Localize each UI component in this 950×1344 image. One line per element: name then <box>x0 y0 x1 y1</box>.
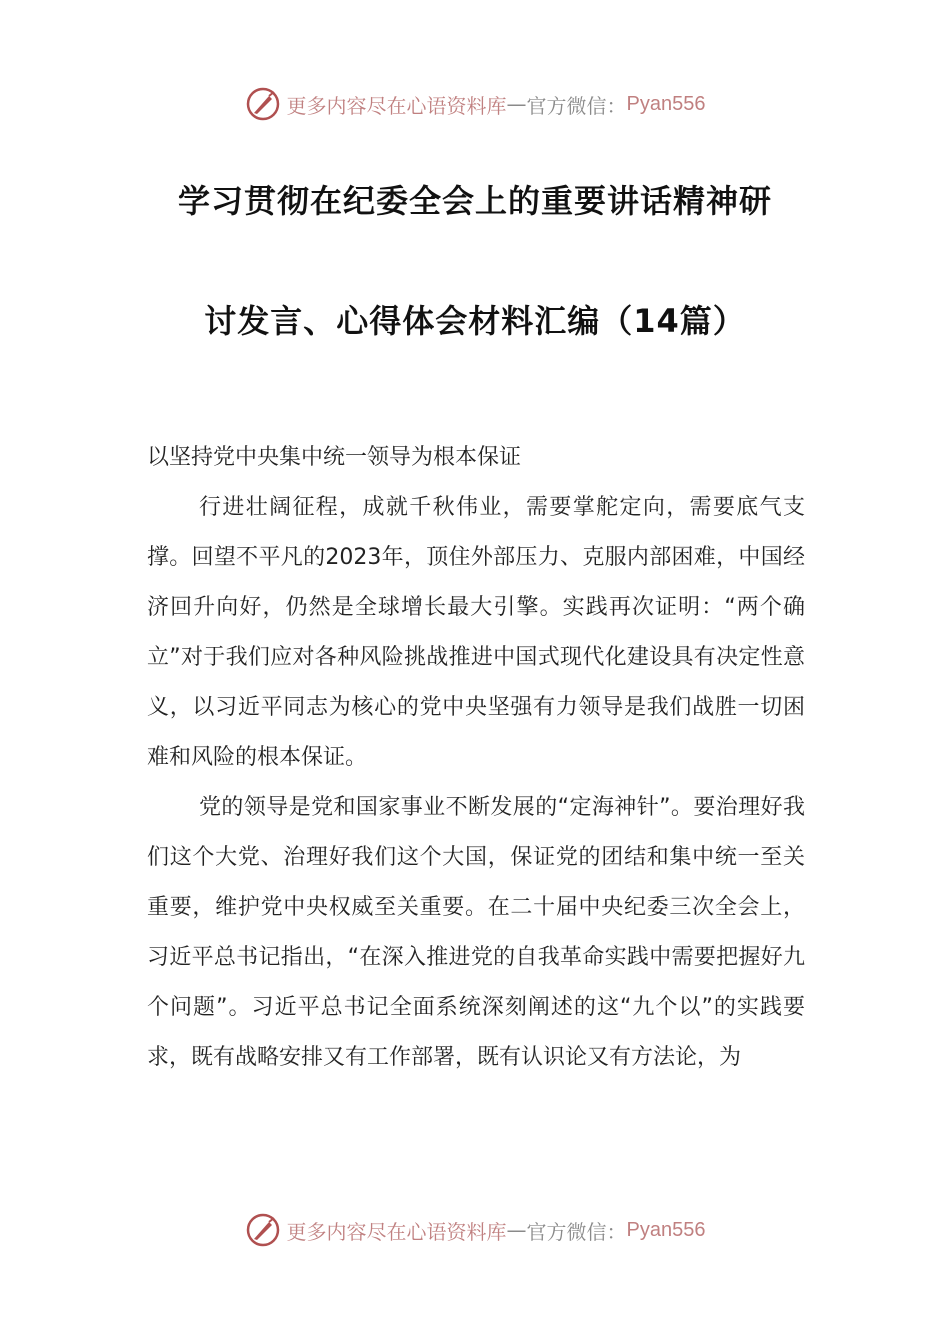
watermark-label: 官方微信： <box>526 93 627 118</box>
watermark-main-text: 更多内容尽在心语资料库 <box>286 1219 507 1244</box>
watermark-dash: — <box>506 92 527 116</box>
watermark-main-text: 更多内容尽在心语资料库 <box>286 93 507 118</box>
footer-watermark <box>0 1210 950 1250</box>
quill-logo-icon <box>245 1212 281 1248</box>
body-paragraph-1: 行进壮阔征程，成就千秋伟业，需要掌舵定向，需要底气支撑。回望不平凡的2023年，顶住外部压力、克服内部困难，中国经济回升向好，仍然是全球增长最大引擎。实践再次证明：“两个确立”对于我们应对各种风险挑战推进中国式现代化建设具有决定性意义，以习近平同志为核心的党中央坚强有力领导是我们战胜一切困难和风险的根本保证。 <box>147 495 805 770</box>
body-paragraph-2: 党的领导是党和国家事业不断发展的“定海神针”。要治理好我们这个大党、治理好我们这个大国，保证党的团结和集中统一至关重要，维护党中央权威至关重要。在二十届中央纪委三次全会上，习近平总书记指出，“在深入推进党的自我革命实践中需要把握好九个问题”。习近平总书记全面系统深刻阐述的这“九个以”的实践要求，既有战略安排又有工作部署，既有认识论又有方法论，为 <box>147 795 805 1070</box>
watermark-wechat-id: Pyan556 <box>626 92 706 115</box>
document-title-line-1: 学习贯彻在纪委全会上的重要讲话精神研 <box>177 182 772 220</box>
watermark-dash: — <box>506 1218 527 1242</box>
section-heading: 以坚持党中央集中统一领导为根本保证 <box>147 445 522 470</box>
watermark-wechat-id: Pyan556 <box>626 1218 706 1241</box>
header-watermark <box>0 84 950 124</box>
document-body <box>147 433 805 1083</box>
document-title-line-2: 讨发言、心得体会材料汇编（14篇） <box>204 302 746 340</box>
watermark-label: 官方微信： <box>526 1219 627 1244</box>
quill-logo-icon <box>245 86 281 122</box>
